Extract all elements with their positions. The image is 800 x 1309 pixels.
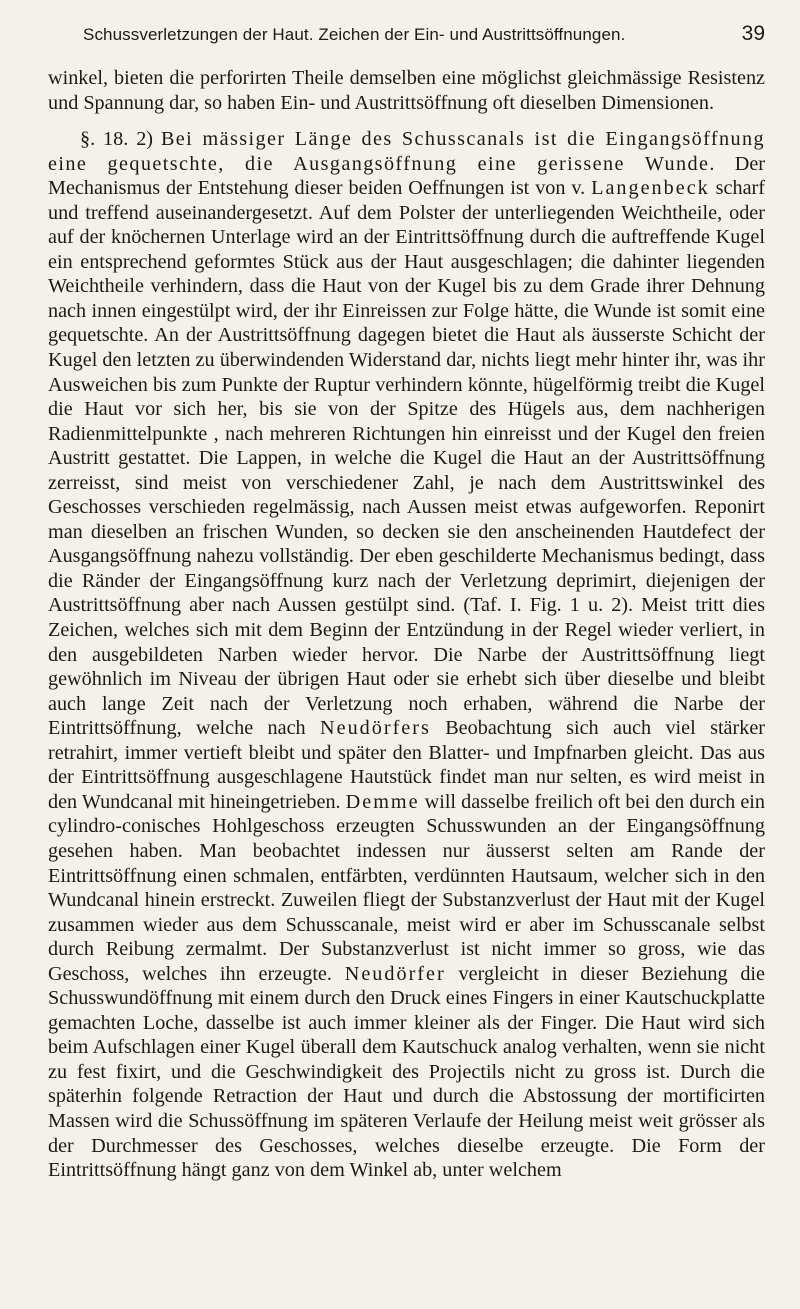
section-number: §. 18. 2) [80,128,154,151]
continuation-paragraph: winkel, bieten die perforirten Theile demselben eine möglichst gleichmässige Resistenz und Spannung dar, so haben Ein- und Austrittsöffnung oft dieselben Dimensionen. [48,67,765,114]
text-segment: Der Mechanismus der Entstehung dieser beiden Oeffnungen ist von v. [48,152,765,200]
author-name-neudoerfer: Neudörfer [344,962,446,985]
text-segment: vergleicht in dieser Beziehung die Schusswundöffnung mit einem durch den Druck eines Fingers in einer Kautschuckplatte gemachten Loche, dasselbe ist auch immer kleiner als der Finger. Die Haut wird sich beim Aufschlagen einer Kugel überall dem Kautschuck analog verhalten, wenn sie nicht zu fest fixirt, und die Geschwindigkeit des Projectils nicht zu gross ist. Durch die späterhin folgende Retraction der Haut und durch die Abstossung der mortificirten Massen wird die Schussöffnung im späteren Verlaufe der Heilung meist weit grösser als der Durchmesser des Geschosses, welches dieselbe erzeugte. Die Form der Eintrittsöffnung hängt ganz von dem Winkel ab, unter welchem [48,962,766,1182]
running-header [48,22,765,60]
text-segment: will dasselbe freilich oft bei den durch ein cylindro-conisches Hohlgeschoss erzeugten Schusswunden an der Eingangsöffnung gesehen haben. Man beobachtet indessen nur äusserst selten am Rande der Eintrittsöffnung einen schmalen, entfärbten, verdünnten Hautsaum, welcher sich in den Wundcanal hinein erstreckt. Zuweilen fliegt der Substanzverlust der Haut mit der Kugel zusammen wieder aus dem Schusscanale, meist wird er aber im Schusscanale selbst durch Reibung zermalmt. Der Substanzverlust ist nicht immer so gross, wie das Geschoss, welches ihn erzeugte. [48,790,766,985]
author-name-neudoerfers: Neudörfers [320,717,431,740]
body-text [48,66,765,1183]
author-name-demme: Demme [345,790,420,813]
author-name-langenbeck: Langenbeck [591,177,710,200]
section-18-paragraph [48,127,765,1183]
text-segment: Beobachtung sich auch viel stärker retrahirt, immer vertieft bleibt und später den Blatter- und Impfnarben gleicht. Das aus der Eintrittsöffnung ausgeschlagene Hautstück findet man nur selten, es wird meist in den Wundcanal mit hineingetrieben. [48,717,766,813]
section-lead: Bei mässiger Länge des Schusscanals ist die Eingangsöffnung eine gequetschte, die Ausgangsöffnung eine gerissene Wunde. [48,128,766,175]
running-title: Schussverletzungen der Haut. Zeichen der Ein- und Austrittsöffnungen. [83,25,626,44]
text-segment: scharf und treffend auseinandergesetzt. Auf dem Polster der unterliegenden Weichtheile, oder auf der knöchernen Unterlage wird an der Eintrittsöffnung durch die auftreffende Kugel ein entsprechend geformtes Stück aus der Haut ausgeschlagen; die dahinter liegenden Weichtheile verhindern, dass die Haut von der Kugel bis zu dem Grade ihrer Dehnung nach innen eingestülpt wird, der ihr Einreissen zur Folge hätte, die Wunde ist somit eine gequetschte. An der Austrittsöffnung dagegen bietet die Haut als äusserste Schicht der Kugel den letzten zu überwindenden Widerstand dar, nichts liegt mehr hinter ihr, was ihr Ausweichen bis zum Punkte der Ruptur verhindern könnte, hügelförmig treibt die Kugel die Haut vor sich her, bis sie von der Spitze des Hügels aus, dem nachherigen Radienmittelpunkte , nach mehreren Richtungen hin einreisst und der Kugel den freien Austritt gestattet. Die Lappen, in welche die Kugel die Haut an der Austrittsöffnung zerreisst, sind meist von verschiedener Zahl, je nach dem Austrittswinkel des Geschosses verschieden regelmässig, nach Aussen meist etwas aufgeworfen. Reponirt man dieselben an frischen Wunden, so decken sie den anscheinenden Hautdefect der Ausgangsöffnung nahezu vollständig. Der eben geschilderte Mechanismus bedingt, dass die Ränder der Eingangsöffnung kurz nach der Verletzung deprimirt, diejenigen der Austrittsöffnung aber nach Aussen gestülpt sind. (Taf. I. Fig. 1 u. 2). Meist tritt dies Zeichen, welches sich mit dem Beginn der Entzündung in der Regel wieder verliert, in den ausgebildeten Narben wieder hervor. Die Narbe der Austrittsöffnung liegt gewöhnlich im Niveau der übrigen Haut oder sie erhebt sich über dieselbe und bleibt auch lange Zeit nach der Verletzung noch erhaben, während die Narbe der Eintrittsöffnung, welche nach [48,177,765,740]
page-number: 39 [741,22,765,45]
